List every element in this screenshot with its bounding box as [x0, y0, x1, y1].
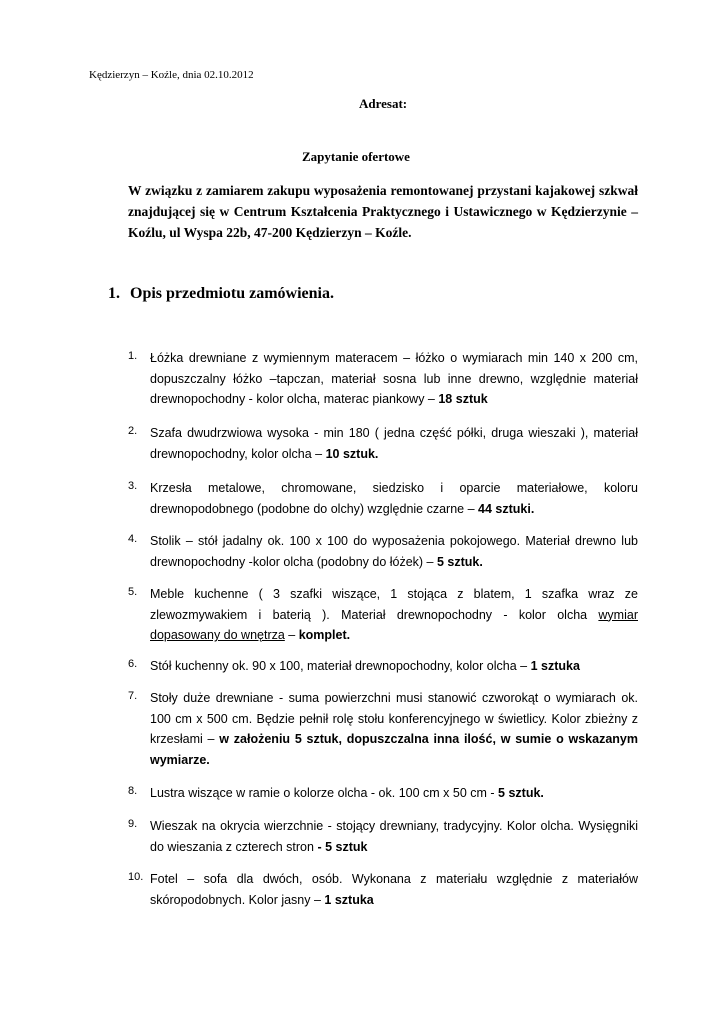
item-number: 7. [128, 690, 138, 702]
intro-paragraph: W związku z zamiarem zakupu wyposażenia remontowanej przystani kajakowej szkwał znajdującej się w Centrum Kształcenia Praktycznego i Ustawicznego w Kędzierzynie – Koźlu, ul Wyspa 22b, 47-200 Kędzierzyn – Koźle. [128, 183, 638, 240]
item-quantity: 5 sztuk. [436, 554, 483, 569]
item-text: Łóżka drewniane z wymiennym materacem – łóżko o wymiarach min 140 x 200 cm, dopuszczalny łóżko –tapczan, materiał sosna lub inne drewno, względnie materiał drewnopochodny - kolor olcha, materac piankowy – 18 sztuk [150, 351, 638, 406]
item-text: Lustra wiszące w ramie o kolorze olcha - ok. 100 cm x 50 cm - 5 sztuk. [150, 786, 544, 800]
item-quantity: - 5 sztuk [317, 839, 368, 854]
item-quantity: 10 sztuk. [325, 446, 379, 461]
item-quantity: 18 sztuk [438, 392, 488, 406]
section-title: Opis przedmiotu zamówienia. [130, 285, 334, 302]
item-number: 9. [128, 818, 138, 830]
item-text: Stoły duże drewniane - suma powierzchni musi stanowić czworokąt o wymiarach ok. 100 cm x 500 cm. Będzie pełnił rolę stołu konferencyjnego w świetlicy. Kolor zbieżny z krzesłami – w założeniu 5 sztuk, dopuszczalna inna ilość, w sumie o wskazanym wymiarze. [150, 691, 638, 767]
item-quantity: komplet. [298, 628, 351, 642]
item-number: 8. [128, 785, 138, 797]
addressee-label: Adresat: [359, 96, 408, 111]
item-number: 10. [128, 871, 144, 883]
item-number: 3. [128, 480, 138, 492]
item-number: 1. [128, 350, 138, 362]
item-text: Fotel – sofa dla dwóch, osób. Wykonana z materiału względnie z materiałów skóropodobnych. Kolor jasny – 1 sztuka [150, 872, 638, 907]
item-underlined-text: wymiar dopasowany do wnętrza [150, 607, 638, 642]
item-quantity: 1 sztuka [530, 659, 580, 673]
item-text: Wieszak na okrycia wierzchnie - stojący drewniany, tradycyjny. Kolor olcha. Wysięgniki do wieszania z czterech stron - 5 sztuk [150, 819, 638, 854]
section-number: 1. [108, 285, 120, 302]
item-number: 4. [128, 533, 138, 545]
item-quantity: 1 sztuka [324, 892, 374, 907]
item-quantity: 5 sztuk. [498, 786, 544, 800]
item-text: Szafa dwudrzwiowa wysoka - min 180 ( jedna część półki, druga wieszaki ), materiał drewnopochodny, kolor olcha – 10 sztuk. [150, 426, 638, 461]
document-title: Zapytanie ofertowe [302, 149, 410, 164]
section-heading [108, 285, 334, 303]
place-date: Kędzierzyn – Koźle, dnia 02.10.2012 [89, 69, 254, 81]
item-text: Stół kuchenny ok. 90 x 100, materiał drewnopochodny, kolor olcha – 1 sztuka [150, 659, 580, 673]
item-text: Stolik – stół jadalny ok. 100 x 100 do wyposażenia pokojowego. Materiał drewno lub drewnopochodny -kolor olcha (podobny do łóżek) – 5 sztuk. [150, 534, 638, 569]
item-quantity: 44 sztuki. [478, 501, 535, 516]
item-number: 5. [128, 586, 138, 598]
item-text: Krzesła metalowe, chromowane, siedzisko i oparcie materiałowe, koloru drewnopodobnego (podobne do olchy) względnie czarne – 44 sztuki. [150, 481, 638, 516]
item-quantity: w założeniu 5 sztuk, dopuszczalna inna ilość, w sumie o wskazanym wymiarze. [150, 732, 638, 767]
item-text: Meble kuchenne ( 3 szafki wiszące, 1 stojąca z blatem, 1 szafka wraz ze zlewozmywakiem i baterią ). Materiał drewnopochodny - kolor olcha wymiar dopasowany do wnętrza – komplet. [150, 587, 638, 642]
item-number: 2. [128, 425, 138, 437]
item-number: 6. [128, 658, 138, 670]
